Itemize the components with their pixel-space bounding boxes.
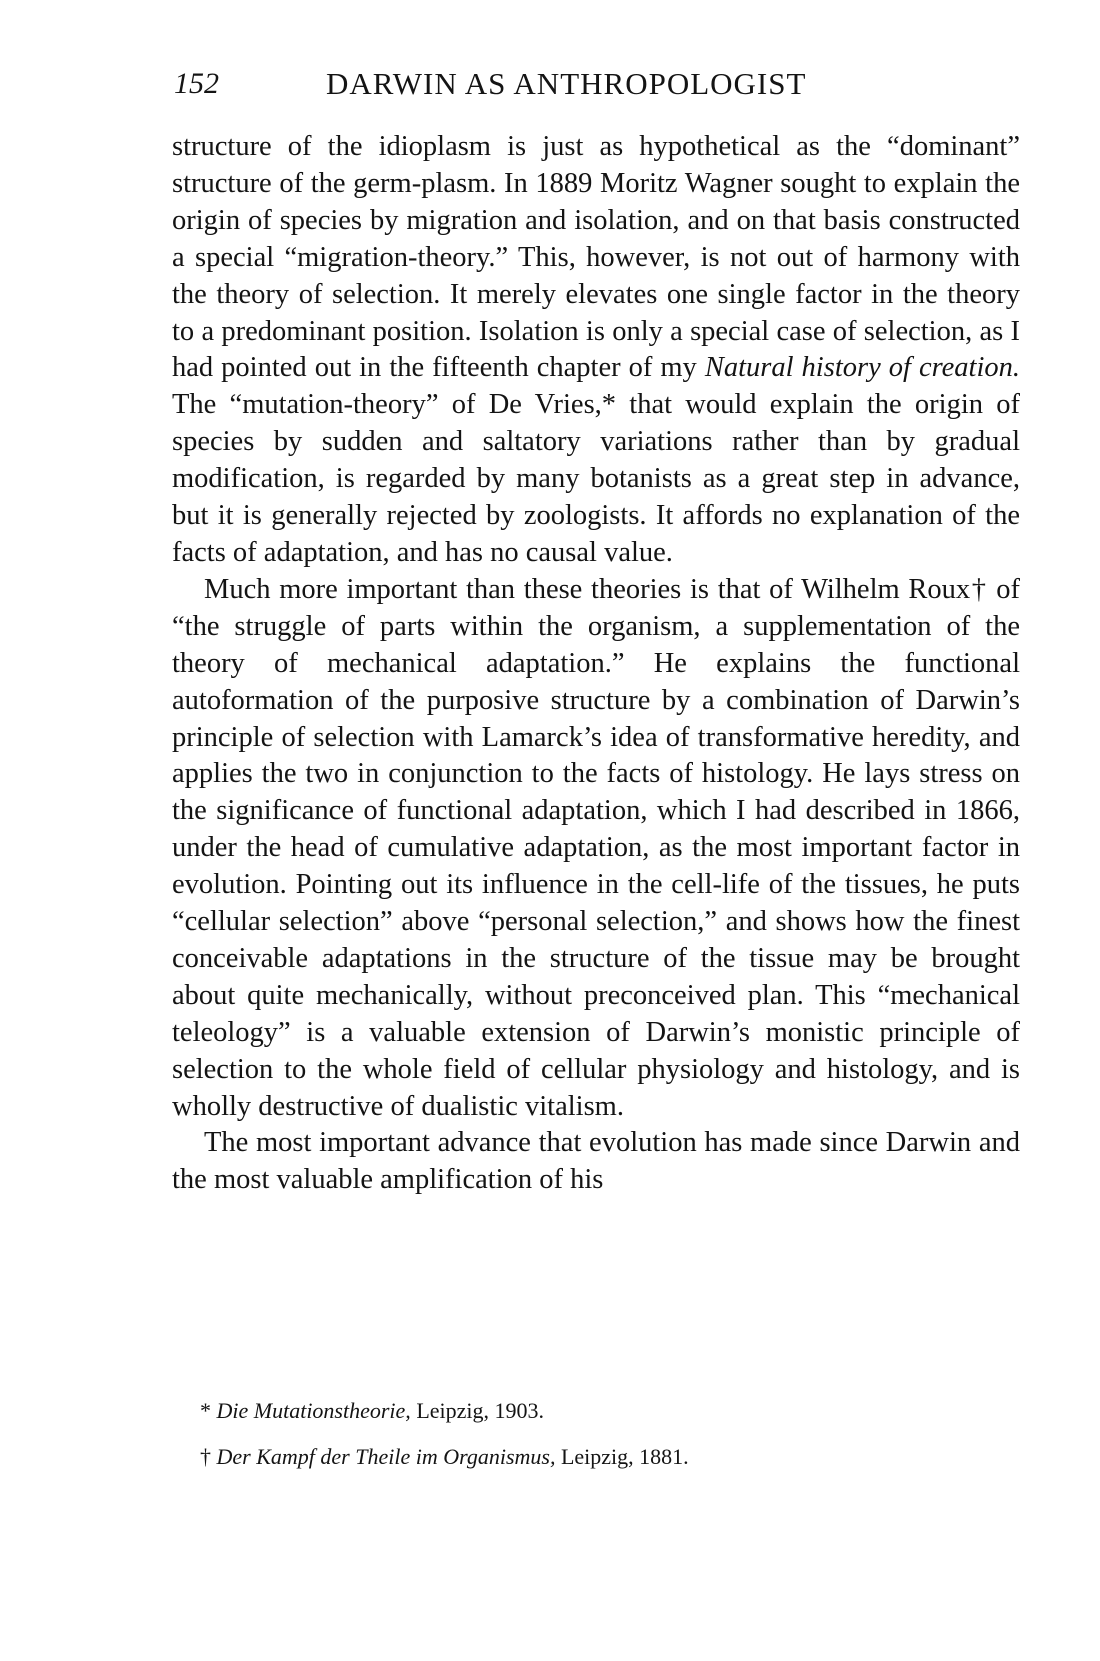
book-title-natural-history: Natural history of creation. (704, 352, 1020, 384)
paragraph-1-text-b: The “mutation-theory” of De Vries,* that would explain the origin of species by sudden and saltatory variations rather than by gradual modification, is regarded by many botanists as a great step in advance, but it is generally rejected by zoologists. It affords no explanation of the facts of adaptation, and has no causal value. (172, 389, 1020, 568)
running-head (174, 60, 1020, 108)
footnote-title: Die Mutationstheorie, (216, 1398, 411, 1423)
footnote-text: Leipzig, 1881. (555, 1444, 689, 1469)
paragraph-1-text-a: structure of the idioplasm is just as hypothetical as the “dominant” structure of the germ-plasm. In 1889 Moritz Wagner sought to explain the origin of species by migration and isolation, and on that basis constructed a special “migration-theory.” This, however, is not out of harmony with the theory of selection. It merely elevates one single factor in the theory to a predominant position. Isolation is only a special case of selection, as I had pointed out in the fifteenth chapter of my (172, 131, 1020, 384)
footnote-1 (200, 1388, 1000, 1434)
running-title: DARWIN AS ANTHROPOLOGIST (326, 66, 807, 101)
footnote-text: Leipzig, 1903. (410, 1398, 545, 1423)
paragraph-3: The most important advance that evolution has made since Darwin and the most valuable amplification of his (172, 1127, 1020, 1196)
footnote-title: Der Kampf der Theile im Organismus, (216, 1444, 556, 1469)
footnote-2 (200, 1434, 1000, 1480)
page-number: 152 (174, 67, 219, 100)
paragraph-2: Much more important than these theories is that of Wilhelm Roux† of “the struggle of parts within the organism, a supplementation of the theory of mechanical adaptation.” He explains the functional autoformation of the purposive structure by a combination of Darwin’s principle of selection with Lamarck’s idea of transformative heredity, and applies the two in conjunction to the facts of histology. He lays stress on the significance of functional adaptation, which I had described in 1866, under the head of cumulative adaptation, as the most important factor in evolution. Pointing out its influence in the cell-life of the tissues, he puts “cellular selection” above “personal selection,” and shows how the finest conceivable adaptations in the structure of the tissue may be brought about quite mechanically, without preconceived plan. This “mechanical teleology” is a valuable extension of Darwin’s monistic principle of selection to the whole field of cellular physiology and histology, and is wholly destructive of dualistic vitalism. (172, 573, 1020, 1122)
footnote-mark: † (200, 1444, 211, 1469)
footnote-mark: * (200, 1398, 211, 1423)
body-text (172, 129, 1020, 1199)
paragraph-1 (172, 129, 1020, 572)
footnotes (200, 1388, 1000, 1480)
